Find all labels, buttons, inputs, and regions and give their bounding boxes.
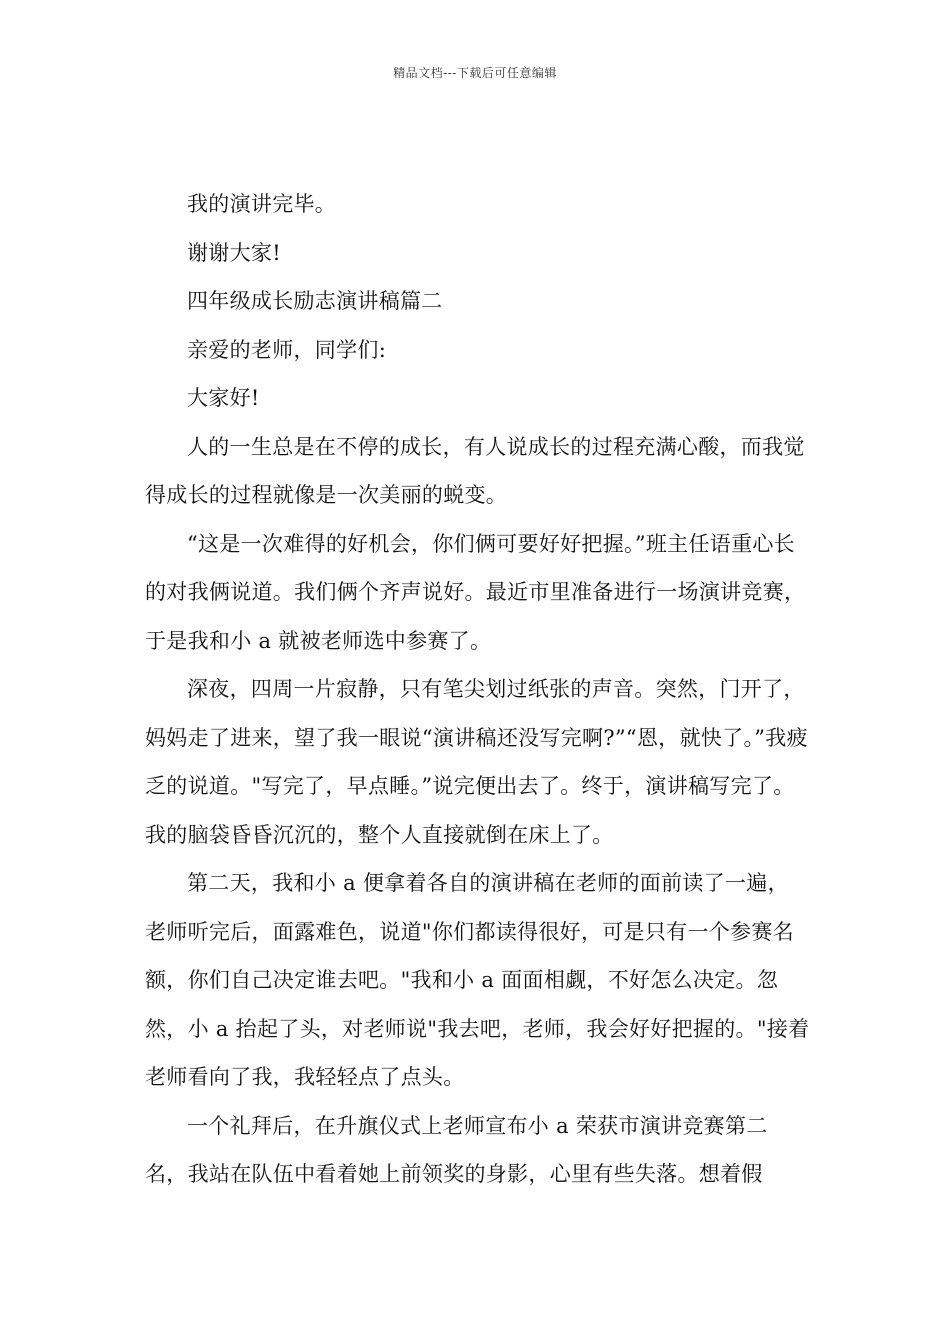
paragraph-salutation: 亲爱的老师，同学们:: [187, 337, 387, 362]
paragraph-thanks: 谢谢大家!: [187, 240, 281, 265]
page-header: 精品文档---下载后可任意编辑: [393, 66, 557, 80]
paragraph-week-later: 一个礼拜后，在升旗仪式上老师宣布小 a 荣获市演讲竞赛第二名，我站在队伍中看着她上前领奖的身影，心里有些失落。想着假: [145, 1113, 768, 1186]
paragraph-teacher-quote: “这是一次难得的好机会，你们俩可要好好把握。”班主任语重心长的对我俩说道。我们俩个齐声说好。最近市里准备进行一场演讲竞赛，于是我和小 a 就被老师选中参赛了。: [145, 531, 806, 653]
paragraph-late-night: 深夜，四周一片寂静，只有笔尖划过纸张的声音。突然，门开了，妈妈走了进来，望了我一眼说“演讲稿还没写完啊?”“恩，就快了。”我疲乏的说道。"写完了，早点睡。”说完便出去了。终于，演讲稿写完了。我的脑袋昏昏沉沉的，整个人直接就倒在床上了。: [145, 677, 808, 847]
paragraph-closing: 我的演讲完毕。: [187, 192, 337, 216]
paragraph-intro: 人的一生总是在不停的成长，有人说成长的过程充满心酸，而我觉得成长的过程就像是一次美丽的蜕变。: [145, 434, 805, 507]
document-body: [145, 180, 810, 1199]
paragraph-next-day: 第二天，我和小 a 便拿着各自的演讲稿在老师的面前读了一遍，老师听完后，面露难色，说道"你们都读得很好，可是只有一个参赛名额，你们自己决定谁去吧。"我和小 a 面面相觑，不好怎么决定。忽然，小 a 抬起了头，对老师说"我去吧，老师，我会好好把握的。"接着老师看向了我，我轻轻点了点头。: [145, 871, 810, 1089]
paragraph-greeting: 大家好!: [187, 386, 260, 410]
section-title: 四年级成长励志演讲稿篇二: [187, 289, 443, 313]
